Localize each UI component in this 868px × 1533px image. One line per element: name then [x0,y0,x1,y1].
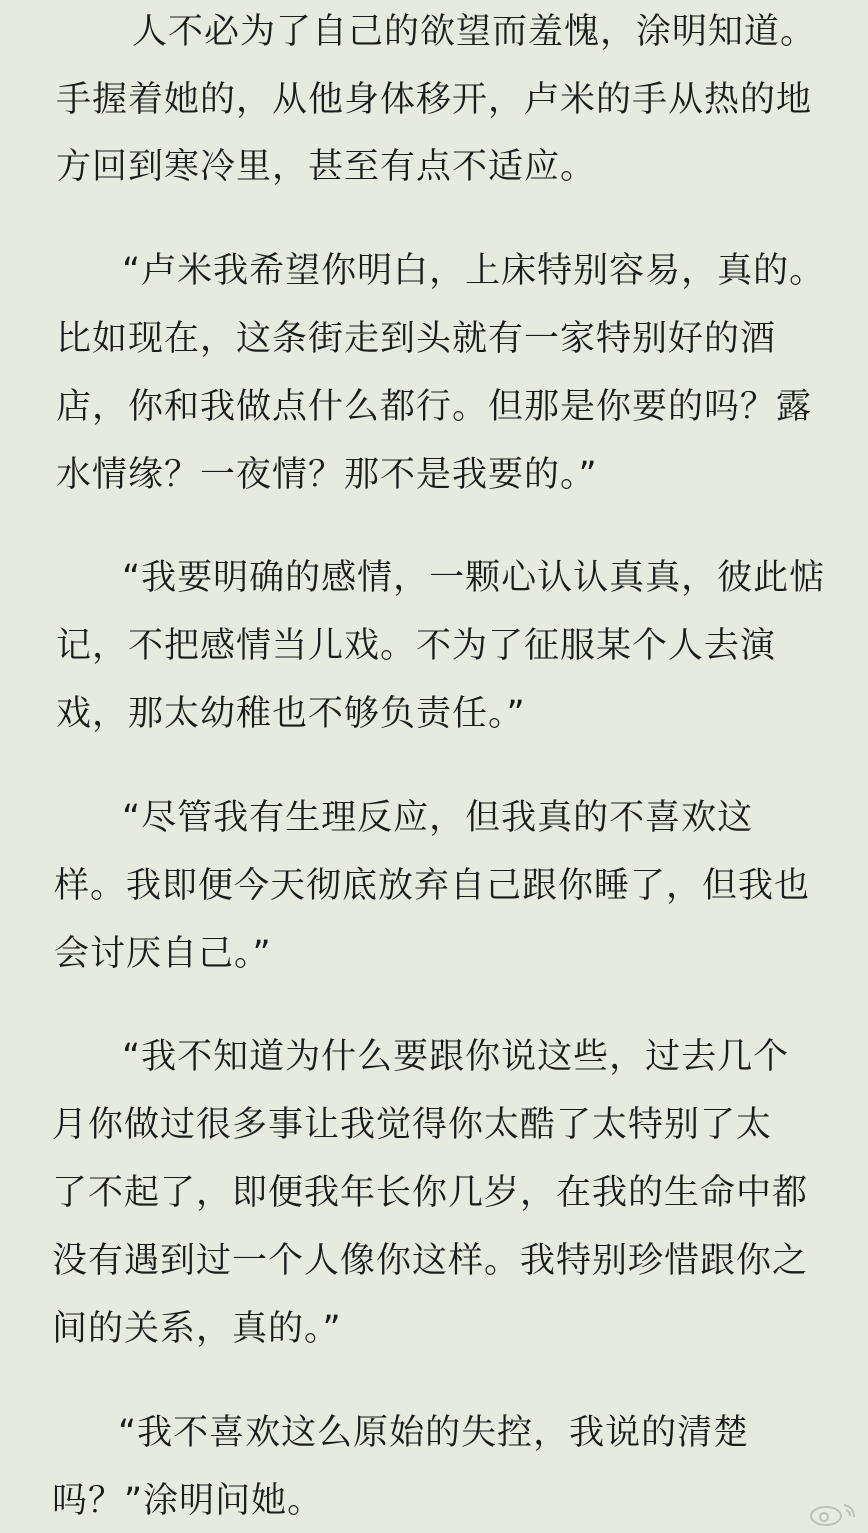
text-line: 方回到寒冷里，甚至有点不适应。 [56,147,597,187]
watermark-logo-icon [804,1499,862,1529]
text-line: 间的关系，真的。” [52,1309,342,1349]
text-line: 记，不把感情当儿戏。不为了征服某个人去演 [56,626,777,666]
text-line: 了不起了，即便我年长你几岁，在我的生命中都 [52,1173,809,1213]
text-line: 比如现在，这条街走到头就有一家特别好的酒 [56,319,777,359]
text-line: 店，你和我做点什么都行。但那是你要的吗？露 [56,387,813,427]
text-line: “尽管我有生理反应，但我真的不喜欢这 [122,798,754,838]
text-line: “卢米我希望你明白，上床特别容易，真的。 [122,251,826,291]
text-line: 水情缘？一夜情？那不是我要的。” [56,455,598,495]
text-line: 月你做过很多事让我觉得你太酷了太特别了太 [52,1105,773,1145]
text-line: “我不知道为什么要跟你说这些，过去几个 [122,1037,790,1077]
text-line: 样。我即便今天彻底放弃自己跟你睡了，但我也 [54,866,811,906]
text-line: “我要明确的感情，一颗心认认真真，彼此惦 [122,558,826,598]
text-line: 手握着她的，从他身体移开，卢米的手从热的地 [56,80,813,120]
text-line: 戏，那太幼稚也不够负责任。” [56,694,526,734]
text-line: 吗？”涂明问她。 [52,1481,324,1521]
text-line: 没有遇到过一个人像你这样。我特别珍惜跟你之 [52,1241,809,1281]
text-line: 人不必为了自己的欲望而羞愧，涂明知道。 [132,12,817,52]
text-line: 会讨厌自己。” [54,934,272,974]
text-line: “我不喜欢这么原始的失控，我说的清楚 [118,1413,750,1453]
